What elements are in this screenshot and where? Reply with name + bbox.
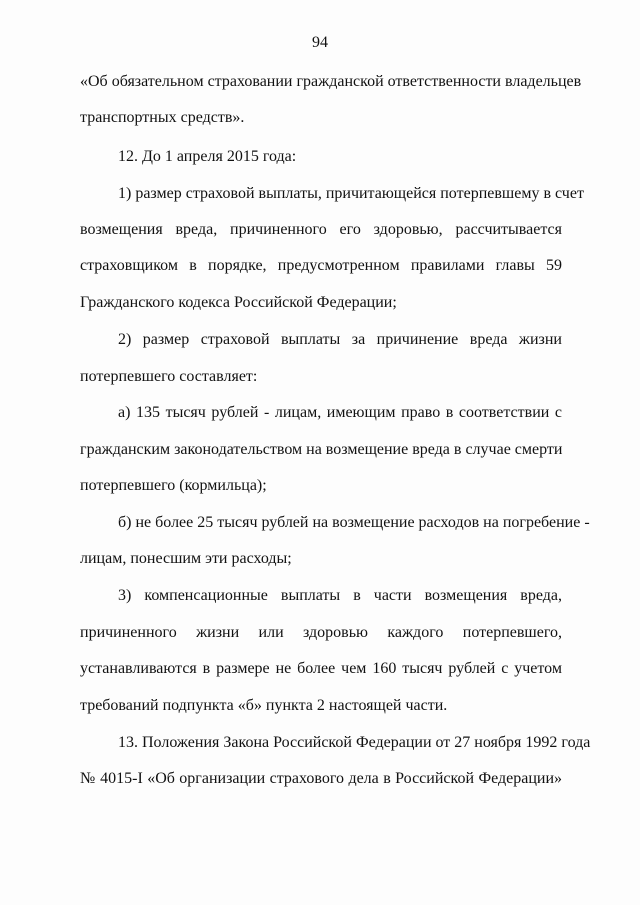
text-line: 12. До 1 апреля 2015 года: [118, 148, 297, 165]
text-line: 3) компенсационные выплаты в части возмещения вреда, [118, 587, 562, 604]
page-number: 94 [312, 34, 328, 51]
text-line: 2) размер страховой выплаты за причинение вреда жизни [118, 331, 562, 348]
text-line: гражданским законодательством на возмещение вреда в случае смерти [80, 441, 563, 458]
text-line: потерпевшего (кормильца); [80, 477, 267, 494]
text-line: устанавливаются в размере не более чем 160 тысяч рублей с учетом [80, 660, 562, 677]
text-line: а) 135 тысяч рублей - лицам, имеющим право в соответствии с [118, 404, 562, 421]
text-line: Гражданского кодекса Российской Федерации; [80, 294, 397, 311]
text-line: причиненного жизни или здоровью каждого потерпевшего, [80, 624, 562, 641]
text-line: возмещения вреда, причиненного его здоровью, рассчитывается [80, 221, 562, 238]
text-line: требований подпункта «б» пункта 2 настоящей части. [80, 697, 448, 714]
text-line: потерпевшего составляет: [80, 368, 258, 385]
text-line: лицам, понесшим эти расходы; [80, 550, 292, 567]
text-line: транспортных средств». [80, 109, 245, 126]
text-line: страховщиком в порядке, предусмотренном правилами главы 59 [80, 257, 562, 274]
text-line: 13. Положения Закона Российской Федерации от 27 ноября 1992 года [118, 734, 591, 751]
text-line: б) не более 25 тысяч рублей на возмещение расходов на погребение - [118, 514, 590, 531]
text-line: 1) размер страховой выплаты, причитающейся потерпевшему в счет [118, 185, 584, 202]
text-line: «Об обязательном страховании гражданской ответственности владельцев [80, 73, 582, 90]
text-line: № 4015-I «Об организации страхового дела в Российской Федерации» [80, 770, 562, 787]
